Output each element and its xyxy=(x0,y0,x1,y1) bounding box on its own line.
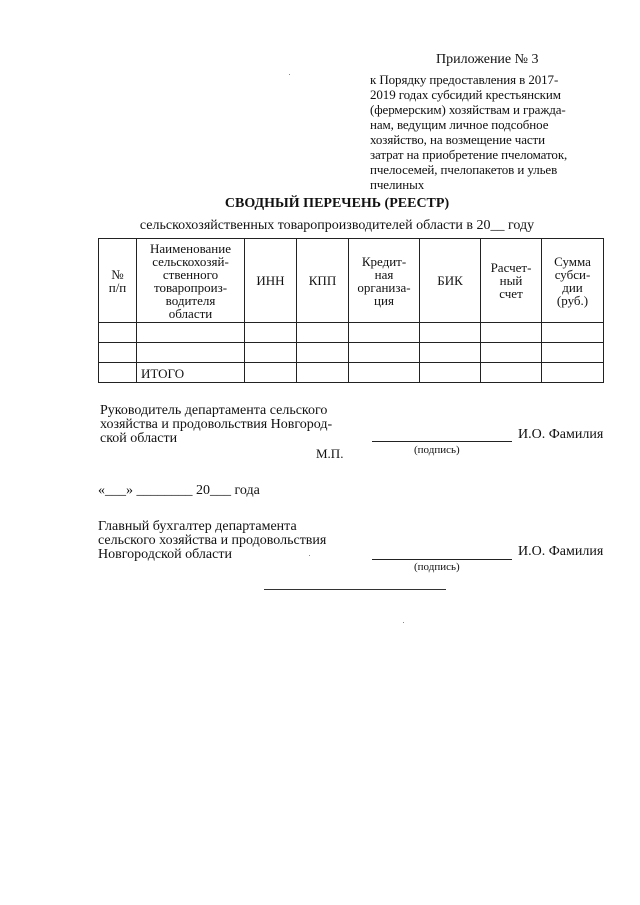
table-cell xyxy=(420,343,481,363)
date-line: «___» ________ 20___ года xyxy=(98,483,260,498)
table-cell xyxy=(245,343,297,363)
header-line: товаропроиз- xyxy=(153,279,228,295)
total-label: ИТОГО xyxy=(137,363,245,383)
head-name: И.О. Фамилия xyxy=(518,427,604,442)
table-cell xyxy=(542,363,604,383)
table-cell xyxy=(137,343,245,363)
stamp-label: М.П. xyxy=(316,446,344,461)
header-line: (руб.) xyxy=(556,292,589,308)
table-cell xyxy=(420,363,481,383)
accountant-signature-line xyxy=(372,559,512,560)
col-header-inn xyxy=(245,239,297,323)
appendix-line: 2019 годах субсидий крестьянским xyxy=(370,87,561,102)
table-cell xyxy=(99,343,137,363)
table-cell xyxy=(297,343,349,363)
header-line: Кредит- xyxy=(361,253,407,269)
table-cell xyxy=(349,363,420,383)
table-cell xyxy=(297,323,349,343)
table-cell xyxy=(297,363,349,383)
header-line: организа- xyxy=(357,279,411,295)
registry-table xyxy=(98,238,604,383)
appendix-line: (фермерским) хозяйствам и гражда- xyxy=(370,102,566,117)
appendix-text xyxy=(370,72,620,192)
header-line: ственного xyxy=(162,266,219,282)
table-cell xyxy=(137,323,245,343)
table-cell xyxy=(481,323,542,343)
table-row xyxy=(99,343,604,363)
accountant-name: И.О. Фамилия xyxy=(518,544,604,559)
header-row xyxy=(99,239,604,323)
signatory-line: хозяйства и продовольствия Новгород- xyxy=(100,417,333,432)
header-line: дии xyxy=(562,279,583,295)
scan-speck xyxy=(309,555,310,556)
header-line: области xyxy=(168,305,213,321)
header-line: Наименование xyxy=(150,240,231,256)
col-header-name xyxy=(137,239,245,323)
table-cell xyxy=(99,363,137,383)
signatory-line: сельского хозяйства и продовольствия xyxy=(98,533,327,548)
col-header-kpp xyxy=(297,239,349,323)
header-line: Расчет- xyxy=(490,260,532,275)
appendix-line: хозяйство, на возмещение части xyxy=(370,132,545,147)
table-cell xyxy=(542,343,604,363)
table-cell xyxy=(542,323,604,343)
appendix-line: пчелосемей, пчелопакетов и ульев xyxy=(370,162,558,177)
col-header-number xyxy=(99,239,137,323)
col-header-bik xyxy=(420,239,481,323)
table-cell xyxy=(481,343,542,363)
appendix-line: пчелиных xyxy=(370,177,425,192)
col-header-bank xyxy=(349,239,420,323)
table-cell xyxy=(99,323,137,343)
header-line: ИНН xyxy=(256,273,285,288)
table-cell xyxy=(420,323,481,343)
appendix-line: нам, ведущим личное подсобное xyxy=(370,117,549,132)
head-signatory-title xyxy=(100,404,332,446)
scan-speck xyxy=(289,74,290,75)
table-row xyxy=(99,323,604,343)
accountant-signature-caption: (подпись) xyxy=(414,561,460,573)
header-line: Сумма xyxy=(554,253,591,269)
signatory-line: Главный бухгалтер департамента xyxy=(98,519,297,534)
scan-speck xyxy=(403,622,404,623)
total-row xyxy=(99,363,604,383)
table-cell xyxy=(245,363,297,383)
table-cell xyxy=(245,323,297,343)
signatory-line: ской области xyxy=(100,431,178,446)
header-line: № xyxy=(111,266,124,282)
appendix-title: Приложение № 3 xyxy=(436,52,539,67)
header-line: водителя xyxy=(165,292,216,308)
col-header-amount xyxy=(542,239,604,323)
document-title: СВОДНЫЙ ПЕРЕЧЕНЬ (РЕЕСТР) xyxy=(224,196,450,211)
header-line: субси- xyxy=(554,266,591,282)
col-header-account xyxy=(481,239,542,323)
header-line: ная xyxy=(374,266,394,282)
header-line: КПП xyxy=(308,273,337,288)
head-signature-line xyxy=(372,441,512,442)
document-subtitle: сельскохозяйственных товаропроизводителей области в 20__ году xyxy=(139,218,535,233)
header-line: сельскохозяй- xyxy=(152,253,229,269)
table-cell xyxy=(349,323,420,343)
header-line: счет xyxy=(499,286,523,301)
signatory-line: Руководитель департамента сельского xyxy=(100,403,328,418)
header-line: ция xyxy=(374,292,394,308)
appendix-line: затрат на приобретение пчеломаток, xyxy=(370,147,568,162)
header-line: ный xyxy=(499,273,523,288)
table-cell xyxy=(349,343,420,363)
accountant-signatory-title xyxy=(98,520,326,562)
table-cell xyxy=(481,363,542,383)
head-signature-caption: (подпись) xyxy=(414,444,460,456)
header-line: БИК xyxy=(437,273,463,288)
appendix-line: к Порядку предоставления в 2017- xyxy=(370,72,559,87)
header-line: п/п xyxy=(108,279,127,295)
closing-divider xyxy=(264,589,446,590)
signatory-line: Новгородской области xyxy=(98,547,232,562)
